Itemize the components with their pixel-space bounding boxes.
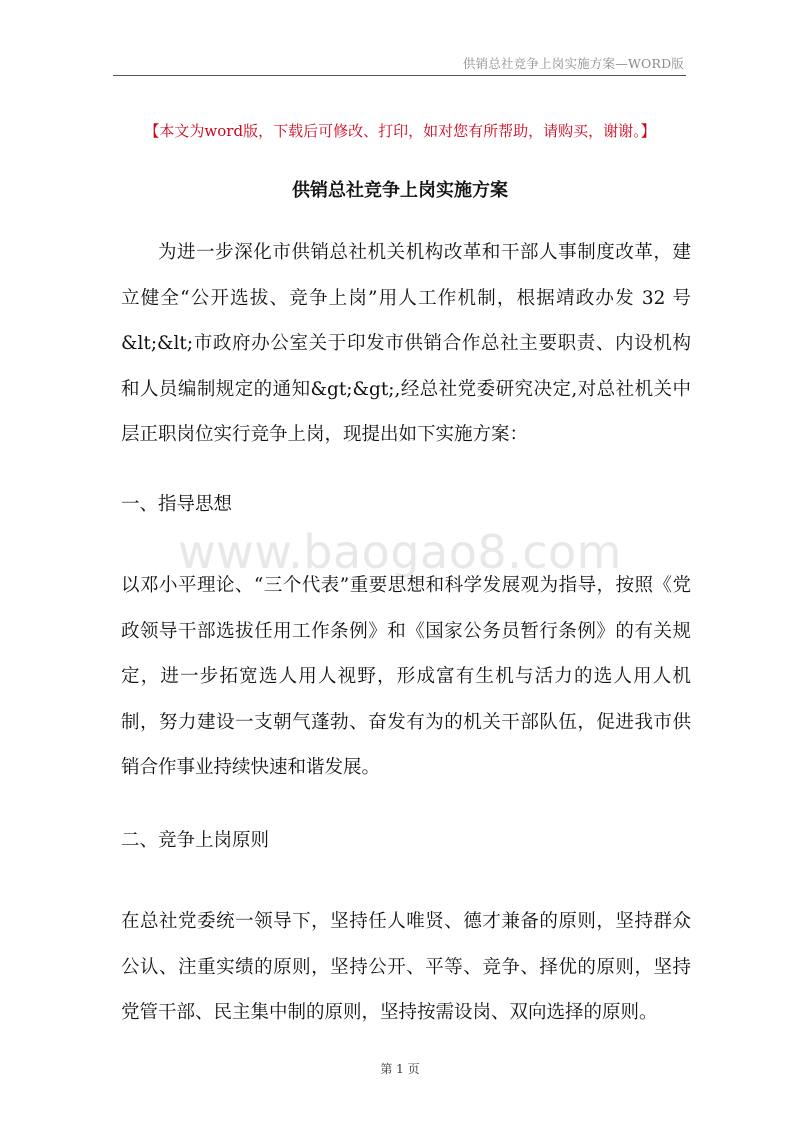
section-heading-guiding-ideology: 一、指导思想 [121,494,233,515]
section-body-guiding-ideology: 以邓小平理论、“三个代表”重要思想和科学发展观为指导，按照《党政领导干部选拔任用工作条例》和《国家公务员暂行条例》的有关规定，进一步拓宽选人用人视野，形成富有生机与活力的选人用人机制，努力建设一支朝气蓬勃、奋发有为的机关干部队伍，促进我市供销合作事业持续快速和谐发展。 [121,575,691,778]
watermark: www.baogao8.com [178,525,622,579]
intro-paragraph: 为进一步深化市供销总社机关机构改革和干部人事制度改革，建立健全“公开选拔、竞争上岗”用人工作机制，根据靖政办发 32 号&lt;&lt;市政府办公室关于印发市供销合作总社主要职责、内设机构和人员编制规定的通知&gt;&gt;,经总社党委研究决定,对总社机关中层正职岗位实行竞争上岗，现提出如下实施方案： [121,242,691,445]
purchase-notice: 【本文为word版，下载后可修改、打印，如对您有所帮助，请购买，谢谢。】 [144,122,656,140]
running-header: 供销总社竞争上岗实施方案—WORD版 [462,56,684,71]
section-body-principles: 在总社党委统一领导下，坚持任人唯贤、德才兼备的原则，坚持群众公认、注重实绩的原则，坚持公开、平等、竞争、择优的原则，坚持党管干部、民主集中制的原则，坚持按需设岗、双向选择的原则。 [121,911,691,1023]
section-heading-principles: 二、竞争上岗原则 [121,830,270,851]
document-title: 供销总社竞争上岗实施方案 [292,180,508,201]
header-divider [113,75,686,76]
page-number: 第 1 页 [380,1062,420,1076]
